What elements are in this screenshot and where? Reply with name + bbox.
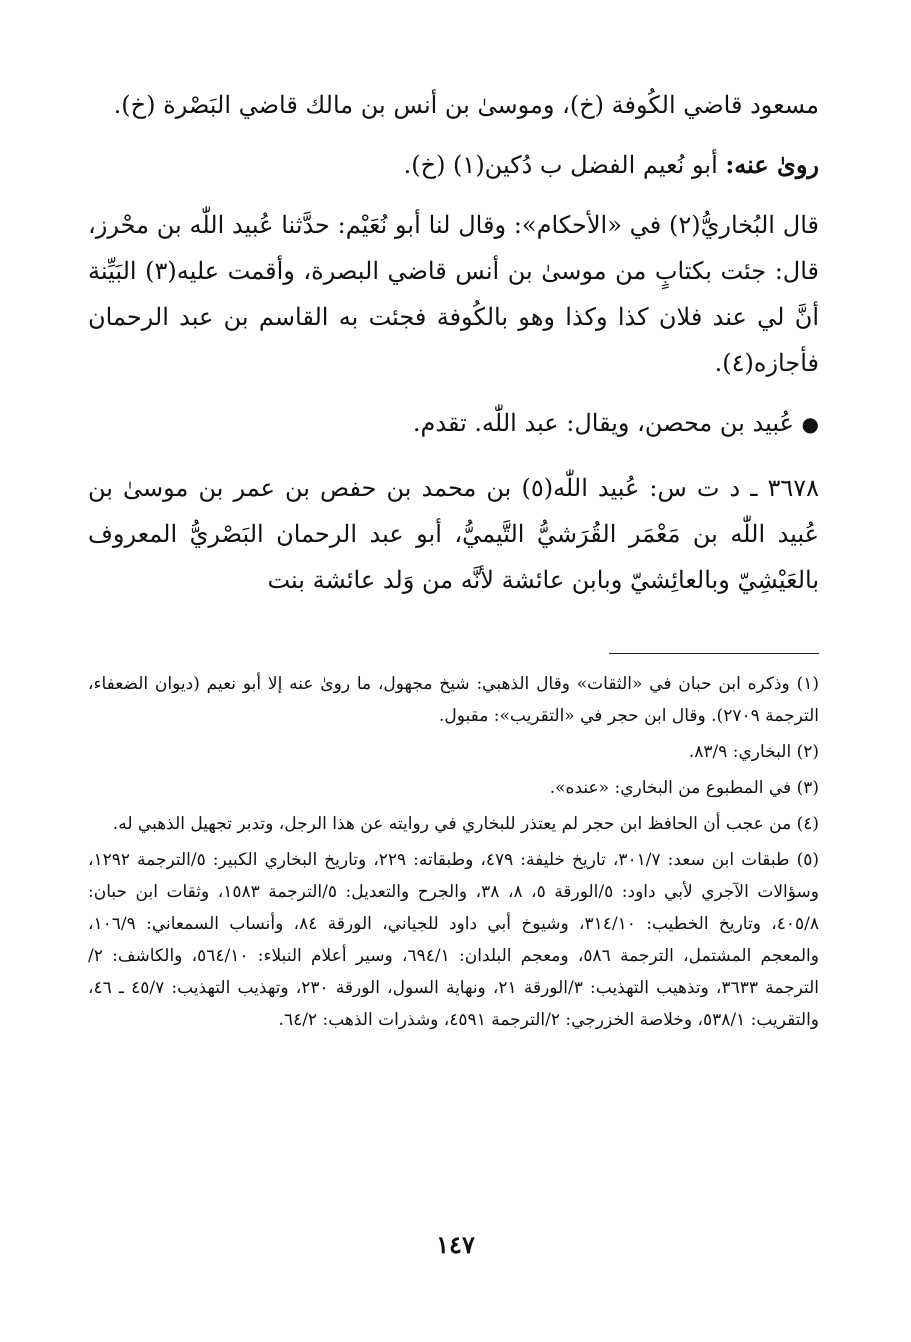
- paragraph-teachers: مسعود قاضي الكُوفة (خ)، وموسىٰ بن أنس بن مالك قاضي البَصْرة (خ).: [113, 91, 819, 119]
- paragraph-cross-reference: [88, 400, 819, 447]
- paragraph-narrated-by: [88, 142, 819, 188]
- page-body: [88, 82, 819, 1036]
- footnote-5: (٥) طبقات ابن سعد: ٣٠١/٧، تاريخ خليفة: ٤٧٩، وطبقاته: ٢٢٩، وتاريخ البخاري الكبير: ٥/الترجمة ١٢٩٢، وسؤالات الآجري لأبي داود: ٥/الورقة ٥، ٨، ٣٨، والجرح والتعديل: ٥/الترجمة ١٥٨٣، وثقات ابن حبان: ٤٠٥/٨، وتاريخ الخطيب: ٣١٤/١٠، وشيوخ أبي داود للجياني، الورقة ٨٤، وأنساب السمعاني: ١٠٦/٩، والمعجم المشتمل، الترجمة ٥٨٦، ومعجم البلدان: ٦٩٤/١، وسير أعلام النبلاء: ٥٦٤/١٠، والكاشف: ٢/الترجمة ٣٦٣٣، وتذهيب التهذيب: ٣/الورقة ٢١، ونهاية السول، الورقة ٢٣٠، وتهذيب التهذيب: ٤٥/٧ ـ ٤٦، والتقريب: ٥٣٨/١، وخلاصة الخزرجي: ٢/الترجمة ٤٥٩١، وشذرات الذهب: ٦٤/٢.: [88, 850, 820, 1030]
- paragraph-bukhari: قال البُخاريُّ(٢) في «الأحكام»: وقال لنا أبو نُعَيْم: حدَّثنا عُبيد اللّٰه بن محْرز، قال: جئت بكتابٍ من موسىٰ بن أنس قاضي البصرة، وأقمت عليه(٣) البَيِّنة أنَّ لي عند فلان كذا وكذا وهو بالكُوفة فجئت به القاسم بن عبد الرحمان فأجازه(٤).: [88, 211, 819, 377]
- footnote-1: (١) وذكره ابن حبان في «الثقات» وقال الذهبي: شيخ مجهول، ما روىٰ عنه إلا أبو نعيم (ديوان الضعفاء، الترجمة ٢٧٠٩). وقال ابن حجر في «التقريب»: مقبول.: [88, 674, 819, 726]
- footnotes: [88, 668, 819, 1036]
- main-text: [88, 82, 819, 603]
- cross-reference-text: عُبيد بن محصن، ويقال: عبد اللّٰه. تقدم.: [412, 409, 794, 437]
- footnote-2: (٢) البخاري: ٨٣/٩.: [688, 742, 819, 762]
- footnote-4: (٤) من عجب أن الحافظ ابن حجر لم يعتذر للبخاري في روايته عن هذا الرجل، وتدبر تجهيل الذهبي له.: [112, 814, 819, 834]
- narrated-text: أبو نُعيم الفضل ب دُكين(١) (خ).: [403, 151, 718, 179]
- paragraph-entry-3678: [88, 465, 819, 603]
- narrated-label: روىٰ عنه:: [725, 150, 819, 179]
- footnote-3: (٣) في المطبوع من البخاري: «عنده».: [549, 778, 819, 798]
- bullet-icon: ●: [801, 412, 819, 436]
- entry-label: ٣٦٧٨ ـ د ت س:: [649, 474, 819, 502]
- entry-text: عُبيد اللّٰه(٥) بن محمد بن حفص بن عمر بن موسىٰ بن عُبيد اللّٰه بن مَعْمَر القُرَشيُّ التَّيميُّ، أبو عبد الرحمان البَصْريُّ المعروف بالعَيْشِيّ وبالعائِشيّ وبابن عائشة لأنَّه من وَلد عائشة بنت: [88, 474, 819, 594]
- page-number: ١٤٧: [436, 1230, 475, 1259]
- footnote-separator: [609, 653, 819, 654]
